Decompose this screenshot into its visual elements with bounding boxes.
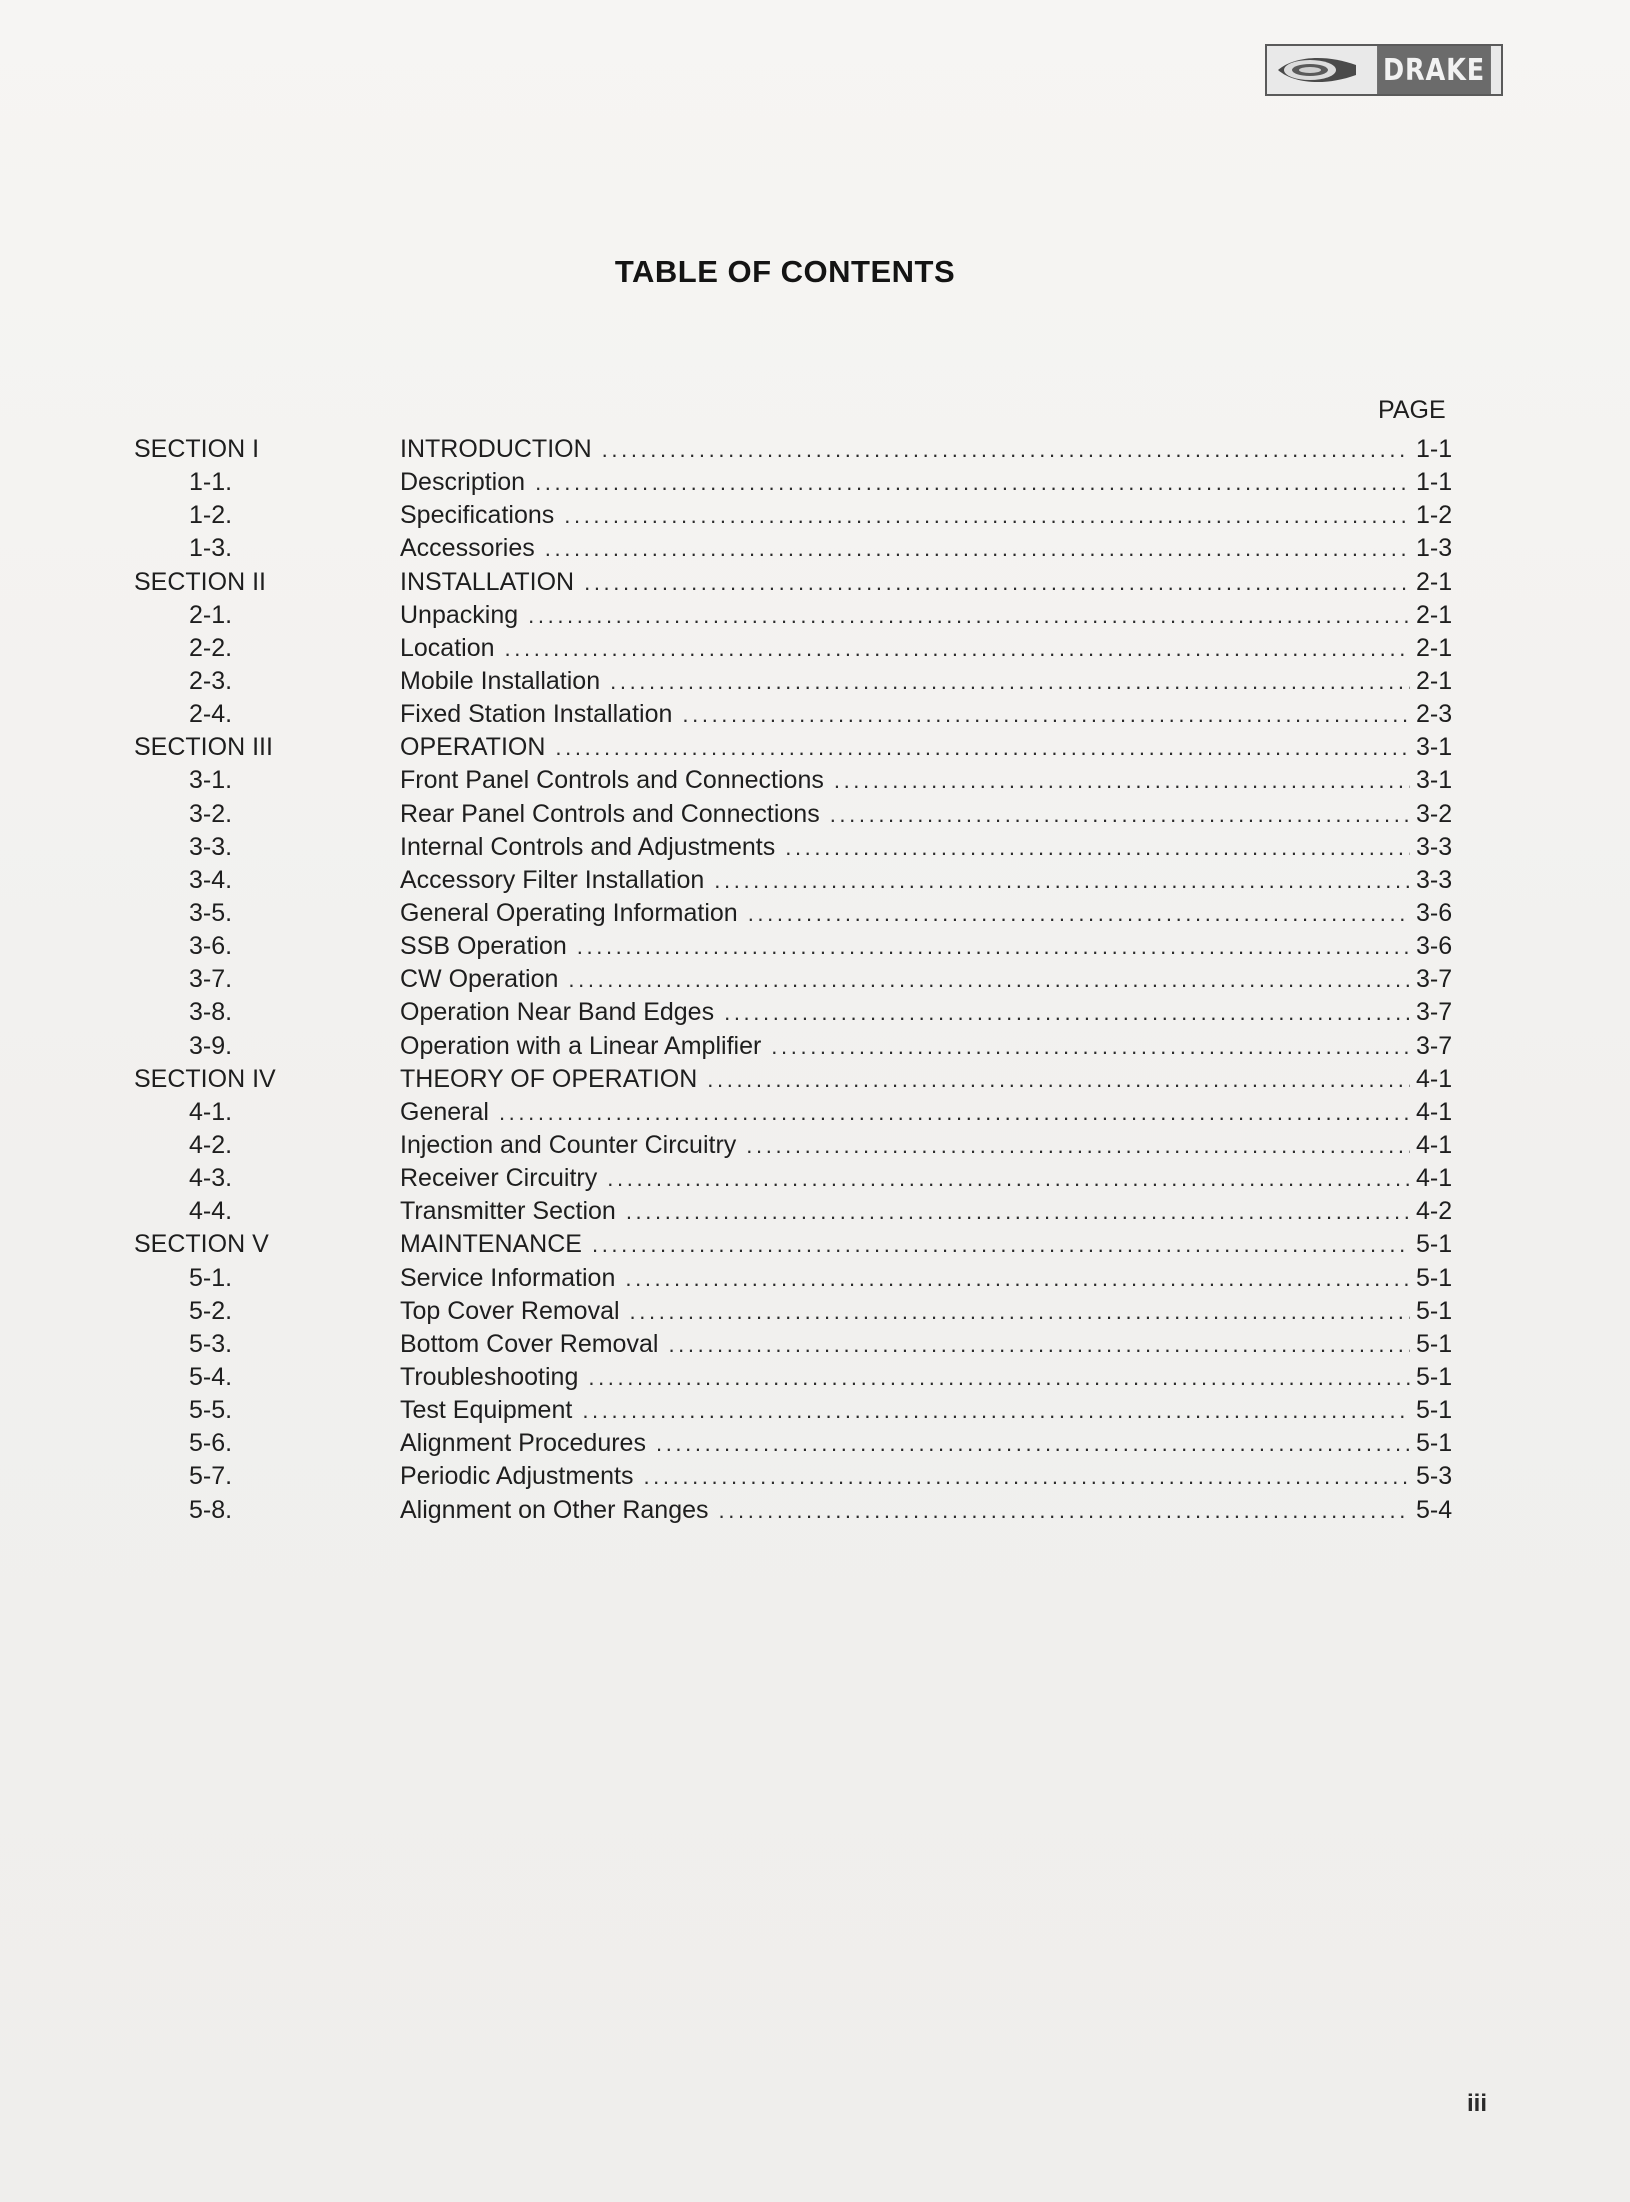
- section-number: SECTION IV: [134, 1064, 276, 1093]
- dot-leader: [555, 731, 1410, 764]
- entry-title-cell: [400, 798, 1410, 831]
- entry-title: CW Operation: [400, 965, 559, 994]
- entry-page: 5-1: [1416, 1362, 1453, 1391]
- subsection-number: 1-2.: [189, 501, 233, 530]
- dot-leader: [582, 1394, 1410, 1427]
- entry-page: 5-1: [1416, 1296, 1453, 1325]
- entry-title: Rear Panel Controls and Connections: [400, 799, 820, 828]
- entry-title-cell: [400, 1328, 1410, 1361]
- entry-title-cell: [400, 1162, 1410, 1195]
- dot-leader: [505, 632, 1410, 665]
- page-title: TABLE OF CONTENTS: [614, 254, 956, 289]
- entry-title: Top Cover Removal: [400, 1296, 620, 1325]
- dot-leader: [785, 831, 1410, 864]
- entry-page: 3-2: [1416, 799, 1453, 828]
- dot-leader: [545, 532, 1410, 565]
- section-number: SECTION III: [134, 733, 273, 762]
- toc-row: [0, 930, 1630, 963]
- entry-page: 3-7: [1416, 965, 1453, 994]
- entry-page: 1-3: [1416, 534, 1453, 563]
- entry-page: 5-1: [1416, 1396, 1453, 1425]
- subsection-number: 5-5.: [189, 1396, 233, 1425]
- dot-leader: [564, 499, 1410, 532]
- entry-page: 5-4: [1416, 1495, 1453, 1524]
- toc-row: [0, 996, 1630, 1029]
- entry-title-cell: [400, 632, 1410, 665]
- subsection-number: 1-1.: [189, 468, 233, 497]
- entry-page: 4-1: [1416, 1130, 1453, 1159]
- entry-title-cell: [400, 864, 1410, 897]
- toc-row: [0, 466, 1630, 499]
- entry-title: Internal Controls and Adjustments: [400, 832, 776, 861]
- entry-title-cell: [400, 1494, 1410, 1527]
- subsection-number: 5-2.: [189, 1296, 233, 1325]
- subsection-number: 3-7.: [189, 965, 233, 994]
- entry-title-cell: [400, 963, 1410, 996]
- entry-title: Location: [400, 633, 495, 662]
- entry-page: 3-7: [1416, 998, 1453, 1027]
- subsection-number: 2-4.: [189, 700, 233, 729]
- drake-emblem-icon: [1267, 46, 1367, 94]
- entry-title: Accessory Filter Installation: [400, 865, 705, 894]
- toc-row: [0, 1129, 1630, 1162]
- subsection-number: 3-6.: [189, 932, 233, 961]
- entry-title-cell: [400, 599, 1410, 632]
- entry-title: Operation with a Linear Amplifier: [400, 1031, 762, 1060]
- dot-leader: [746, 1129, 1410, 1162]
- entry-title-cell: [400, 996, 1410, 1029]
- dot-leader: [656, 1427, 1410, 1460]
- toc-row: [0, 764, 1630, 797]
- subsection-number: 2-2.: [189, 633, 233, 662]
- page-column-header: PAGE: [1378, 396, 1446, 424]
- subsection-number: 3-9.: [189, 1031, 233, 1060]
- section-number: SECTION I: [134, 435, 260, 463]
- entry-title: MAINTENANCE: [400, 1230, 582, 1259]
- entry-title: Periodic Adjustments: [400, 1462, 634, 1491]
- entry-title-cell: [400, 831, 1410, 864]
- dot-leader: [577, 930, 1410, 963]
- dot-leader: [748, 897, 1410, 930]
- entry-title-cell: [400, 1361, 1410, 1394]
- drake-wordmark: DRAKE: [1377, 46, 1491, 94]
- entry-title-cell: [400, 1129, 1410, 1162]
- entry-page: 1-2: [1416, 501, 1453, 530]
- toc-row: [0, 632, 1630, 665]
- toc-row: [0, 1361, 1630, 1394]
- subsection-number: 5-7.: [189, 1462, 233, 1491]
- dot-leader: [602, 433, 1410, 466]
- entry-page: 3-6: [1416, 932, 1453, 961]
- toc-row: [0, 599, 1630, 632]
- entry-page: 3-3: [1416, 832, 1453, 861]
- entry-page: 3-7: [1416, 1031, 1453, 1060]
- toc-row: [0, 1427, 1630, 1460]
- entry-title: Mobile Installation: [400, 666, 601, 695]
- entry-title-cell: [400, 1295, 1410, 1328]
- entry-title: SSB Operation: [400, 932, 567, 961]
- subsection-number: 2-1.: [189, 600, 233, 629]
- subsection-number: 5-1.: [189, 1263, 233, 1292]
- entry-page: 2-1: [1416, 600, 1453, 629]
- toc-row: [0, 566, 1630, 599]
- entry-title: Test Equipment: [400, 1396, 573, 1425]
- toc-row: [0, 897, 1630, 930]
- entry-page: 3-6: [1416, 898, 1453, 927]
- dot-leader: [771, 1030, 1410, 1063]
- entry-title-cell: [400, 1195, 1410, 1228]
- entry-title-cell: [400, 764, 1410, 797]
- subsection-number: 1-3.: [189, 534, 233, 563]
- toc-row: [0, 1494, 1630, 1527]
- toc-row: [0, 798, 1630, 831]
- dot-leader: [625, 1262, 1410, 1295]
- toc-row: [0, 963, 1630, 996]
- entry-page: 3-1: [1416, 733, 1453, 762]
- toc-row: [0, 1030, 1630, 1063]
- entry-title-cell: [400, 532, 1410, 565]
- entry-title: Transmitter Section: [400, 1197, 616, 1226]
- entry-title-cell: [400, 1427, 1410, 1460]
- entry-title: Bottom Cover Removal: [400, 1329, 659, 1358]
- subsection-number: 5-3.: [189, 1329, 233, 1358]
- subsection-number: 3-8.: [189, 998, 233, 1027]
- dot-leader: [707, 1063, 1410, 1096]
- entry-page: 5-1: [1416, 1429, 1453, 1458]
- dot-leader: [626, 1195, 1410, 1228]
- subsection-number: 3-3.: [189, 832, 233, 861]
- entry-title: Alignment Procedures: [400, 1429, 646, 1458]
- entry-page: 2-3: [1416, 700, 1453, 729]
- toc-row: [0, 1063, 1630, 1096]
- toc-entries: [0, 433, 1630, 1527]
- dot-leader: [719, 1494, 1410, 1527]
- subsection-number: 3-1.: [189, 766, 233, 795]
- toc-row: [0, 1295, 1630, 1328]
- subsection-number: 5-4.: [189, 1362, 233, 1391]
- entry-title: Accessories: [400, 534, 535, 563]
- toc-row: [0, 532, 1630, 565]
- entry-title: Fixed Station Installation: [400, 700, 673, 729]
- subsection-number: 4-2.: [189, 1130, 233, 1159]
- entry-page: 2-1: [1416, 666, 1453, 695]
- entry-title: Front Panel Controls and Connections: [400, 766, 824, 795]
- entry-title-cell: [400, 1262, 1410, 1295]
- entry-page: 4-2: [1416, 1197, 1453, 1226]
- dot-leader: [584, 566, 1410, 599]
- entry-title-cell: [400, 499, 1410, 532]
- entry-page: 2-1: [1416, 633, 1453, 662]
- entry-title-cell: [400, 731, 1410, 764]
- entry-page: 4-1: [1416, 1164, 1453, 1193]
- entry-title: General: [400, 1097, 489, 1126]
- subsection-number: 4-1.: [189, 1097, 233, 1126]
- entry-title-cell: [400, 1096, 1410, 1129]
- entry-page: 2-1: [1416, 567, 1453, 596]
- entry-page: 5-3: [1416, 1462, 1453, 1491]
- entry-title-cell: [400, 665, 1410, 698]
- entry-title-cell: [400, 698, 1410, 731]
- entry-title: Alignment on Other Ranges: [400, 1495, 709, 1524]
- subsection-number: 4-4.: [189, 1197, 233, 1226]
- entry-title-cell: [400, 466, 1410, 499]
- toc-row: [0, 1228, 1630, 1261]
- entry-title: Unpacking: [400, 600, 519, 629]
- entry-title-cell: [400, 930, 1410, 963]
- entry-title: THEORY OF OPERATION: [400, 1064, 698, 1093]
- entry-title-cell: [400, 1460, 1410, 1493]
- entry-page: 1-1: [1416, 435, 1453, 463]
- toc-row: [0, 1096, 1630, 1129]
- toc-row: [0, 665, 1630, 698]
- entry-title: OPERATION: [400, 733, 546, 762]
- entry-title: INTRODUCTION: [400, 435, 592, 463]
- dot-leader: [714, 864, 1410, 897]
- entry-page: 5-1: [1416, 1230, 1453, 1259]
- entry-title-cell: [400, 1063, 1410, 1096]
- subsection-number: 4-3.: [189, 1164, 233, 1193]
- dot-leader: [607, 1162, 1410, 1195]
- toc-row: [0, 831, 1630, 864]
- dot-leader: [830, 798, 1410, 831]
- dot-leader: [682, 698, 1410, 731]
- dot-leader: [643, 1460, 1410, 1493]
- entry-title-cell: [400, 1030, 1410, 1063]
- subsection-number: 3-5.: [189, 898, 233, 927]
- dot-leader: [588, 1361, 1410, 1394]
- dot-leader: [668, 1328, 1410, 1361]
- toc-row: [0, 731, 1630, 764]
- drake-logo: [1265, 44, 1503, 96]
- dot-leader: [535, 466, 1410, 499]
- entry-title: Specifications: [400, 501, 555, 530]
- dot-leader: [630, 1295, 1410, 1328]
- entry-title: INSTALLATION: [400, 567, 575, 596]
- section-number: SECTION V: [134, 1230, 269, 1259]
- toc-row: [0, 1394, 1630, 1427]
- entry-page: 5-1: [1416, 1329, 1453, 1358]
- toc-row: [0, 1328, 1630, 1361]
- toc-row: [0, 864, 1630, 897]
- dot-leader: [610, 665, 1410, 698]
- toc-row: [0, 1162, 1630, 1195]
- page-number: iii: [1467, 2090, 1488, 2117]
- entry-title: Service Information: [400, 1263, 616, 1292]
- dot-leader: [592, 1228, 1410, 1261]
- entry-title: General Operating Information: [400, 898, 738, 927]
- toc-row: [0, 1262, 1630, 1295]
- entry-title: Description: [400, 468, 526, 497]
- toc-row: [0, 433, 1630, 466]
- dot-leader: [724, 996, 1410, 1029]
- entry-page: 4-1: [1416, 1097, 1453, 1126]
- dot-leader: [834, 764, 1410, 797]
- subsection-number: 5-8.: [189, 1495, 233, 1524]
- subsection-number: 2-3.: [189, 666, 233, 695]
- toc-row: [0, 1195, 1630, 1228]
- entry-page: 3-3: [1416, 865, 1453, 894]
- entry-page: 3-1: [1416, 766, 1453, 795]
- entry-title-cell: [400, 566, 1410, 599]
- entry-title: Injection and Counter Circuitry: [400, 1130, 737, 1159]
- dot-leader: [528, 599, 1410, 632]
- subsection-number: 5-6.: [189, 1429, 233, 1458]
- entry-page: 1-1: [1416, 468, 1453, 497]
- toc-row: [0, 1460, 1630, 1493]
- entry-title-cell: [400, 1228, 1410, 1261]
- toc-row: [0, 499, 1630, 532]
- subsection-number: 3-4.: [189, 865, 233, 894]
- entry-page: 4-1: [1416, 1064, 1453, 1093]
- entry-title: Receiver Circuitry: [400, 1164, 598, 1193]
- entry-title: Troubleshooting: [400, 1362, 579, 1391]
- entry-title-cell: [400, 1394, 1410, 1427]
- entry-title-cell: [400, 897, 1410, 930]
- toc-row: [0, 698, 1630, 731]
- dot-leader: [499, 1096, 1410, 1129]
- entry-title: Operation Near Band Edges: [400, 998, 715, 1027]
- dot-leader: [568, 963, 1410, 996]
- subsection-number: 3-2.: [189, 799, 233, 828]
- section-number: SECTION II: [134, 567, 266, 596]
- entry-title-cell: [400, 433, 1410, 466]
- entry-page: 5-1: [1416, 1263, 1453, 1292]
